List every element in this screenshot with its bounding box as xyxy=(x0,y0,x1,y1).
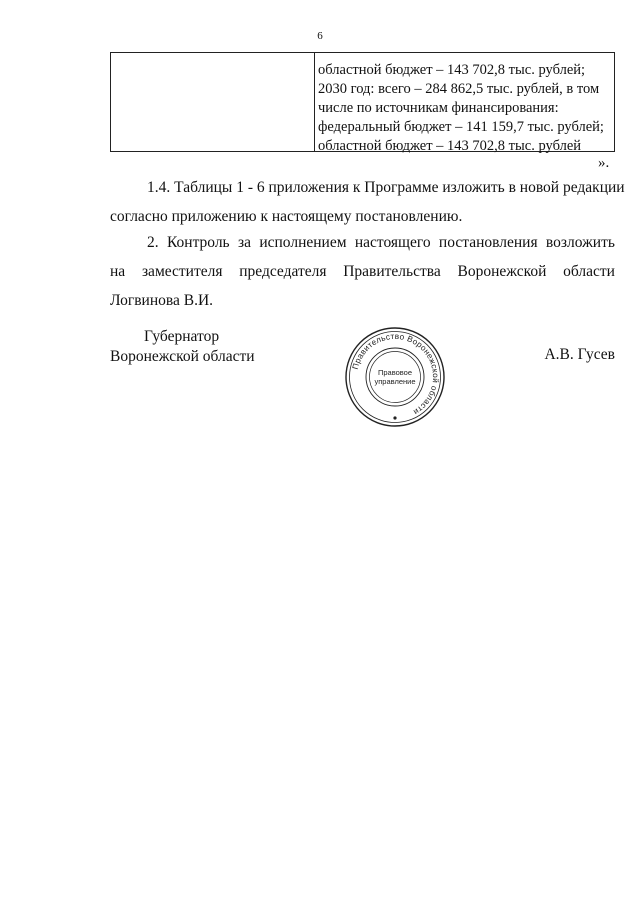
paragraph-line: согласно приложению к настоящему постановлению. xyxy=(110,208,463,225)
position-line: Губернатор xyxy=(144,328,220,345)
paragraph-line: 1.4. Таблицы 1 - 6 приложения к Программе изложить в новой редакции xyxy=(147,179,625,196)
paragraph-justified-line xyxy=(110,257,615,286)
word: области xyxy=(563,263,615,280)
word: заместителя xyxy=(141,263,223,280)
signatory-position xyxy=(110,327,255,367)
word: председателя xyxy=(239,263,327,280)
word: настоящего xyxy=(354,234,431,251)
word: Правительства xyxy=(343,263,441,280)
paragraph-line: Логвинова В.И. xyxy=(110,292,214,309)
page-number: 6 xyxy=(317,30,323,42)
word: 2. xyxy=(147,234,159,251)
paragraph-justified-line xyxy=(110,228,615,257)
word: на xyxy=(110,263,126,280)
paragraph-1-4 xyxy=(110,173,625,231)
signatory-name: А.В. Гусев xyxy=(544,346,615,363)
table-right-cell xyxy=(318,61,611,156)
word: Контроль xyxy=(166,234,230,251)
signature-block xyxy=(110,325,615,425)
official-seal xyxy=(343,325,447,429)
table-line: областной бюджет – 143 702,8 тыс. рублей xyxy=(318,138,582,154)
seal-dot-icon xyxy=(393,416,396,419)
word: возложить xyxy=(545,234,615,251)
table-line: федеральный бюджет – 141 159,7 тыс. рублей; xyxy=(318,119,604,135)
seal-inner-text: управление xyxy=(374,377,416,386)
word: Воронежской xyxy=(457,263,547,280)
table-line: 2030 год: всего – 284 862,5 тыс. рублей, в том xyxy=(318,81,600,97)
funding-table xyxy=(110,52,615,152)
paragraph-2 xyxy=(110,228,615,315)
position-line: Воронежской области xyxy=(110,348,255,365)
table-line: числе по источникам финансирования: xyxy=(318,100,559,116)
table-line: областной бюджет – 143 702,8 тыс. рублей; xyxy=(318,62,586,78)
seal-outer-text: Правительство Воронежской области xyxy=(350,331,441,417)
word: постановления xyxy=(438,234,538,251)
table-column-divider xyxy=(314,53,315,151)
word: за xyxy=(237,234,251,251)
word: исполнением xyxy=(259,234,347,251)
closing-quote: ». xyxy=(598,155,610,171)
seal-inner-text: Правовое xyxy=(377,368,413,377)
